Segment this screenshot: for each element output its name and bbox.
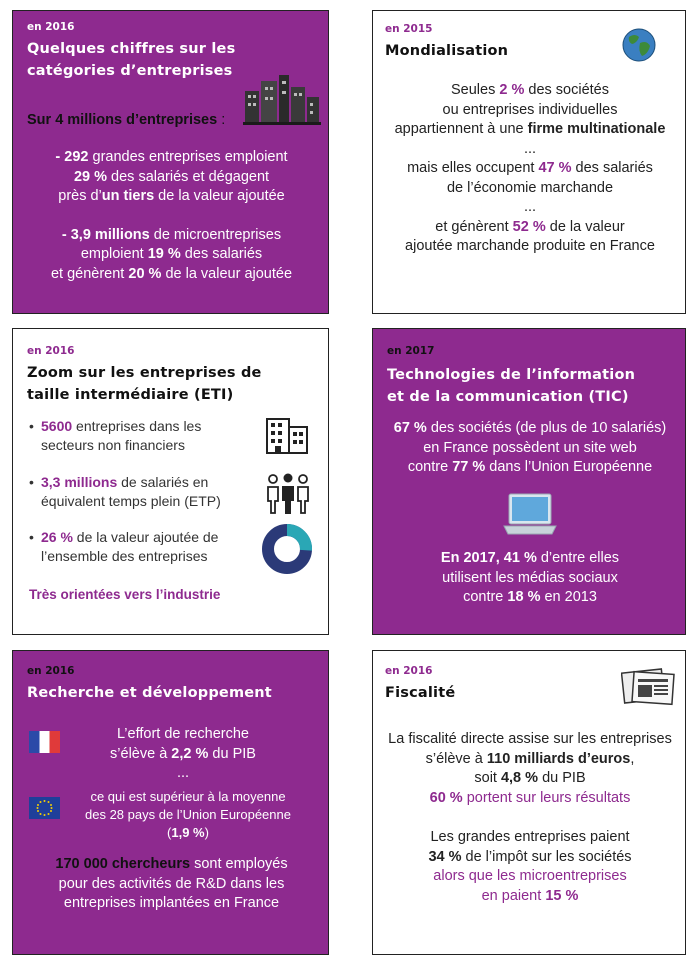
intro-text: Sur 4 millions d’entreprises : (27, 112, 226, 128)
card-body-bottom: En 2017, 41 % d’entre elles utilisent les médias sociaux contre 18 % en 2013 (440, 550, 620, 605)
card-year: en 2016 (27, 345, 75, 357)
card-title: Recherche et développement (27, 685, 272, 701)
card-year: en 2015 (385, 23, 433, 35)
card-mondialisation (372, 10, 686, 314)
card-recherche (12, 650, 329, 955)
card-body-top: L’effort de recherche s’élève à 2,2 % du PIB ... (110, 726, 256, 781)
people-icon (265, 473, 311, 515)
card-title: Zoom sur les entreprises de taille intermédiaire (ETI) (27, 365, 262, 403)
laptop-icon (503, 492, 557, 538)
card-title: Fiscalité (385, 685, 456, 701)
bullet-entreprises: • 5600 entreprises dans les secteurs non financiers (29, 418, 202, 453)
card-fiscalite (372, 650, 686, 955)
bullet-valeur: • 26 % de la valeur ajoutée de l’ensemble des entreprises (29, 529, 219, 564)
card-year: en 2016 (385, 665, 433, 677)
donut-share-slice (287, 530, 306, 550)
card-title: Technologies de l’information et de la communication (TIC) (387, 367, 636, 405)
card-footer: Très orientées vers l’industrie (29, 587, 221, 602)
card-year: en 2017 (387, 345, 435, 357)
card-body: La fiscalité directe assise sur les entreprises s’élève à 110 milliards d’euros, soit 4,8 % du PIB 60 % portent sur leurs résultats Les grandes entreprises paient 34 % de l’impôt sur les sociétés alors que les microentreprises en paient 15 % (388, 731, 672, 904)
bullet-salaries: • 3,3 millions de salariés en équivalent temps plein (ETP) (29, 474, 221, 509)
globe-icon (621, 27, 657, 63)
card-tic (372, 328, 686, 635)
card-body-middle: ce qui est supérieur à la moyenne des 28 pays de l’Union Européenne (1,9 %) (85, 789, 291, 840)
buildings-icon (243, 73, 321, 125)
card-categories (12, 10, 329, 314)
newspaper-icon (621, 663, 677, 709)
card-body: - 292 grandes entreprises emploient 29 % des salariés et dégagent près d’un tiers de la valeur ajoutée - 3,9 millions de microentreprises emploient 19 % des salariés et génèrent 20 % de la valeur ajoutée (50, 149, 293, 282)
office-building-icon (265, 415, 309, 455)
card-year: en 2016 (27, 665, 75, 677)
card-body: Seules 2 % des sociétés ou entreprises individuelles appartiennent à une firme multinationale ... mais elles occupent 47 % des salariés de l’économie marchande ... et génèrent 52 % de la valeur ajoutée marchande produite en France (394, 82, 666, 254)
donut-chart-icon (261, 523, 313, 575)
card-title: Mondialisation (385, 43, 509, 59)
eu-flag-icon (29, 797, 60, 819)
card-eti (12, 328, 329, 635)
card-body-bottom: 170 000 chercheurs sont employés pour des activités de R&D dans les entreprises implantées en France (55, 856, 288, 911)
card-year: en 2016 (27, 21, 75, 33)
card-body-top: 67 % des sociétés (de plus de 10 salariés) en France possèdent un site web contre 77 % dans l’Union Européenne (393, 420, 667, 475)
card-title: Quelques chiffres sur les catégories d’entreprises (27, 41, 236, 79)
